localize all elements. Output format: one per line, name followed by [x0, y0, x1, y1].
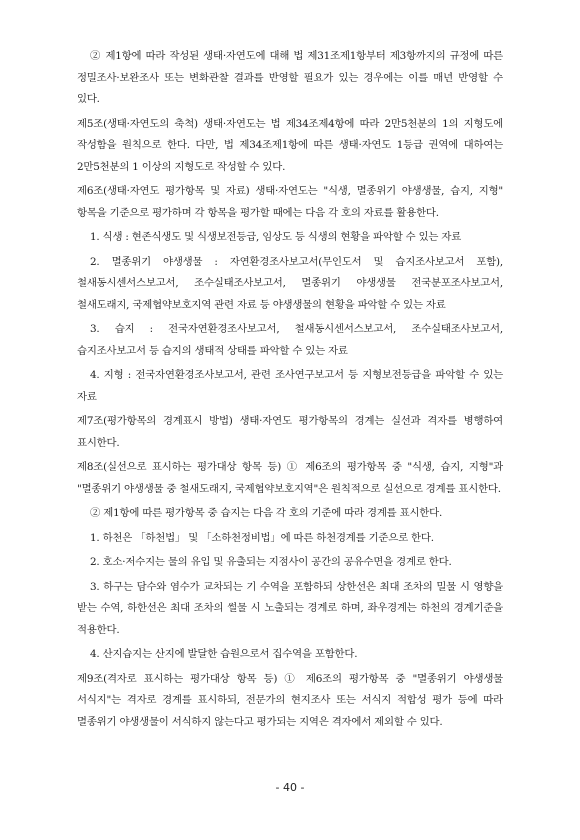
article-6-item-1: 1. 식생 : 현존식생도 및 식생보전등급, 임상도 등 식생의 현황을 파악할 수 있는 자료	[90, 231, 462, 243]
article-6-item-4: 4. 지형 : 전국자연환경조사보고서, 관련 조사연구보고서 등 지형보전등급을 파악할 수 있는 자료	[77, 369, 503, 403]
article-8-1: 제8조(실선으로 표시하는 평가대상 항목 등) ① 제6조의 평가항목 중 "식생, 습지, 지형"과 "멸종위기 야생생물 중 철새도래지, 국제협약보호지역"은 원칙적으로 실선으로 경계를 표시한다.	[77, 461, 503, 495]
article-9-1: 제9조(격자로 표시하는 평가대상 항목 등) ① 제6조의 평가항목 중 "멸종위기 야생생물 서식지"는 격자로 경계를 표시하되, 전문가의 현지조사 또는 서식지 적합성 평가 등에 따라 멸종위기 야생생물이 서식하지 않는다고 평가되는 지역은 격자에서 제외할 수 있다.	[77, 672, 503, 728]
article-7: 제7조(평가항목의 경계표시 방법) 생태·자연도 평가항목의 경계는 실선과 격자를 병행하여 표시한다.	[77, 415, 503, 449]
article-8-item-4: 4. 산지습지는 산지에 발달한 습원으로서 집수역을 포함한다.	[90, 648, 358, 660]
page-number: - 40 -	[275, 781, 305, 794]
article-8-item-1: 1. 하천은 「하천법」 및 「소하천정비법」에 따른 하천경계를 기준으로 한다.	[90, 531, 434, 544]
article-8-item-2: 2. 호소·저수지는 물의 유입 및 유출되는 지점사이 공간의 공유수면을 경계로 한다.	[90, 556, 452, 568]
document-body	[77, 46, 503, 736]
article-5: 제5조(생태·자연도의 축척) 생태·자연도는 법 제34조제4항에 따라 2만5천분의 1의 지형도에 작성함을 원칙으로 한다. 다만, 법 제34조제1항에 따른 생태·자연도 1등급 권역에 대하여는 2만5천분의 1 이상의 지형도로 작성할 수 있다.	[77, 117, 503, 173]
article-6: 제6조(생태·자연도 평가항목 및 자료) 생태·자연도는 "식생, 멸종위기 야생생물, 습지, 지형" 항목을 기준으로 평가하며 각 항목을 평가할 때에는 다음 각 호의 자료를 활용한다.	[77, 185, 503, 219]
article-6-item-2: 2. 멸종위기 야생생물 : 자연환경조사보고서(무인도서 및 습지조사보고서 포함), 철새동시센서스보고서, 조수실태조사보고서, 멸종위기 야생생물 전국분포조사보고서, 철새도래지, 국제협약보호지역 관련 자료 등 야생생물의 현황을 파악할 수 있는 자료	[77, 255, 503, 311]
article-8-item-3: 3. 하구는 담수와 염수가 교차되는 기 수역을 포함하되 상한선은 최대 조차의 밀물 시 영향을 받는 수역, 하한선은 최대 조차의 썰물 시 노출되는 경계로 하며, 좌우경계는 하천의 경계기준을 적용한다.	[77, 580, 503, 636]
article-8-2: ② 제1항에 따른 평가항목 중 습지는 다음 각 호의 기준에 따라 경계를 표시한다.	[90, 507, 443, 519]
paragraph-5-2: ② 제1항에 따라 작성된 생태·자연도에 대해 법 제31조제1항부터 제3항까지의 규정에 따른 정밀조사·보완조사 또는 변화관찰 결과를 반영할 필요가 있는 경우에는 이를 매년 반영할 수 있다.	[77, 50, 503, 105]
article-6-item-3: 3. 습지 : 전국자연환경조사보고서, 철새동시센서스보고서, 조수실태조사보고서, 습지조사보고서 등 습지의 생태적 상태를 파악할 수 있는 자료	[77, 323, 503, 357]
